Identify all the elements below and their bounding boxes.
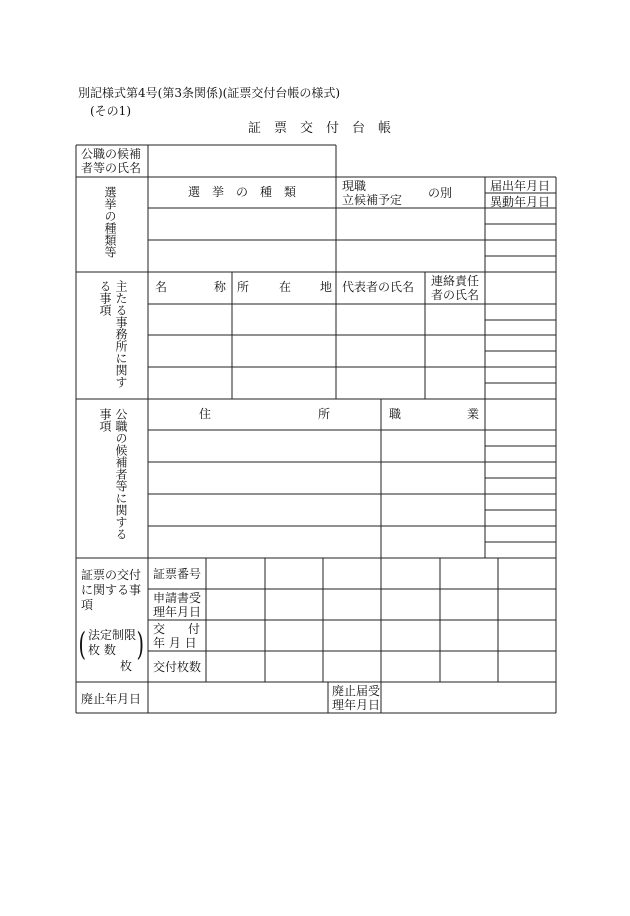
issue-date-label-a: 交 [153, 622, 166, 636]
legal-count-label: 枚 数 [88, 643, 116, 657]
form-part-number: (その1) [90, 104, 131, 118]
contact-person-header-2: 者の氏名 [431, 288, 480, 302]
certificate-section-label-2: に関する事 [81, 583, 142, 597]
legal-limit-label: 法定制限 [88, 628, 137, 642]
legal-sheets-label: 枚 [120, 659, 133, 673]
application-date-label-1: 申請書受 [153, 591, 202, 605]
candidate-section-label-col2: 事項 [98, 408, 112, 432]
filing-date-header: 届出年月日 [490, 179, 551, 193]
office-location-header-c: 地 [320, 280, 333, 294]
office-location-header-b: 在 [279, 280, 292, 294]
address-header-b: 所 [318, 407, 331, 421]
office-location-header-a: 所 [237, 280, 250, 294]
representative-name-header: 代表者の氏名 [342, 280, 415, 294]
office-name-header-a: 名 [155, 280, 168, 294]
election-type-header: 選 挙 の 種 類 [188, 185, 297, 199]
right-parenthesis: ) [136, 625, 144, 663]
change-date-header: 異動年月日 [490, 195, 551, 209]
election-section-label: 選挙の種類等 [103, 186, 117, 258]
abolition-date-label: 廃止年月日 [81, 692, 142, 706]
contact-person-header-1: 連絡責任 [431, 274, 480, 288]
candidate-name-label-1: 公職の候補 [81, 147, 142, 161]
issue-date-label-b: 付 [188, 622, 201, 636]
left-parenthesis: ( [78, 625, 86, 663]
office-name-header-b: 称 [214, 280, 227, 294]
certificate-number-label: 証票番号 [153, 567, 202, 581]
occupation-header-b: 業 [467, 407, 480, 421]
status-current-label: 現職 [342, 179, 367, 193]
issue-date-label-2: 年 月 日 [153, 636, 197, 650]
certificate-section-label-1: 証票の交付 [81, 568, 142, 582]
status-distinction-label: の別 [428, 186, 453, 200]
occupation-header-a: 職 [389, 407, 402, 421]
issued-count-label: 交付枚数 [153, 660, 202, 674]
abolition-receipt-label-2: 理年月日 [332, 698, 381, 712]
office-section-label-col1: 主たる事務所に関す [114, 280, 128, 388]
certificate-section-label-3: 項 [81, 598, 94, 612]
candidate-name-label-2: 者等の氏名 [81, 161, 142, 175]
abolition-receipt-label-1: 廃止届受 [332, 684, 381, 698]
candidate-section-label-col1: 公職の候補者等に関する [114, 408, 128, 540]
application-date-label-2: 理年月日 [153, 605, 202, 619]
address-header-a: 住 [199, 407, 212, 421]
status-planned-label: 立候補予定 [342, 193, 403, 207]
form-reference: 別記様式第4号(第3条関係)(証票交付台帳の様式) [78, 86, 340, 100]
page-title: 証 票 交 付 台 帳 [248, 121, 392, 136]
office-section-label-col2: る事項 [98, 280, 112, 316]
